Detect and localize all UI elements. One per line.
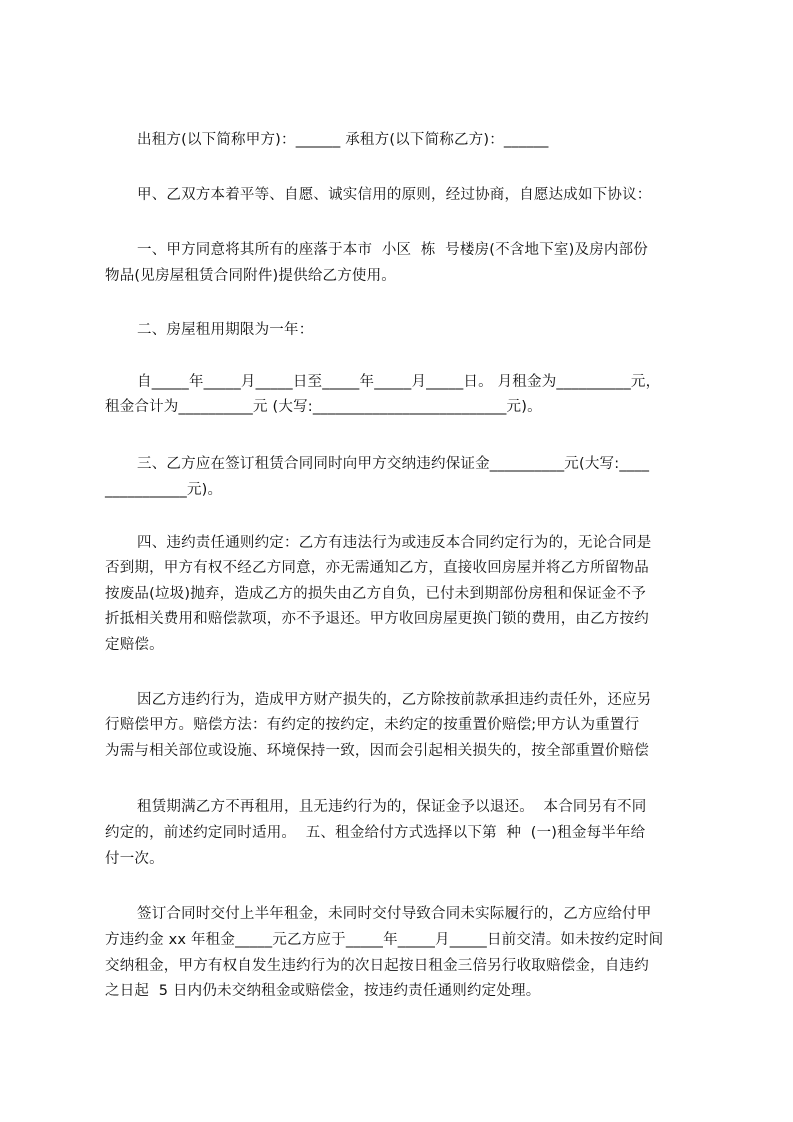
payment-line-4: 之日起 5 日内仍未交纳租金或赔偿金，按违约责任通则约定处理。	[105, 983, 541, 999]
clause-4-line-1: 四、违约责任通则约定：乙方有违法行为或违反本合同约定行为的，无论合同是	[137, 535, 652, 551]
clause-4-line-4: 折抵相关费用和赔偿款项，亦不予退还。甲方收回房屋更换门锁的费用，由乙方按约	[105, 611, 649, 627]
deposit-line-2: 约定的，前述约定同时适用。 五、租金给付方式选择以下第 种 (一)租金每半年给	[105, 825, 646, 841]
deposit-line-1: 租赁期满乙方不再租用，且无违约行为的，保证金予以退还。 本合同另有不同	[137, 799, 647, 815]
payment-line-1: 签订合同时交付上半年租金，未同时交付导致合同未实际履行的，乙方应给付甲	[137, 906, 652, 922]
term-line-2: 租金合计为__________元 (大写:__________________________元)。	[105, 399, 542, 415]
payment-line-2: 方违约金 xx 年租金_____元乙方应于_____年_____月_____日前交清。如未按约定时间	[105, 932, 664, 948]
payment-line-3: 交纳租金，甲方有权自发生违约行为的次日起按日租金三倍另行收取赔偿金，自违约	[105, 958, 649, 974]
clause-1-line-2: 物品(见房屋租赁合同附件)提供给乙方使用。	[105, 268, 397, 284]
clause-3-line-2: ___________元)。	[105, 482, 223, 498]
intro-paragraph: 甲、乙双方本着平等、自愿、诚实信用的原则，经过协商，自愿达成如下协议：	[137, 187, 652, 203]
damage-line-1: 因乙方违约行为，造成甲方财产损失的，乙方除按前款承担违约责任外，还应另	[137, 692, 652, 708]
parties-line: 出租方(以下简称甲方)：______ 承租方(以下简称乙方)：______	[137, 132, 549, 148]
clause-1-line-1: 一、甲方同意将其所有的座落于本市 小区 栋 号楼房(不含地下室)及房内部份	[137, 242, 648, 258]
term-line-1: 自_____年_____月_____日至_____年_____月_____日。 月租金为__________元，	[137, 374, 661, 390]
clause-3-line-1: 三、乙方应在签订租赁合同同时向甲方交纳违约保证金__________元(大写:____	[137, 456, 650, 472]
clause-4-line-3: 按废品(垃圾)抛弃，造成乙方的损失由乙方自负，已付未到期部份房租和保证金不予	[105, 586, 646, 602]
damage-line-2: 行赔偿甲方。赔偿方法：有约定的按约定，未约定的按重置价赔偿;甲方认为重置行	[105, 717, 640, 733]
clause-2-heading: 二、房屋租用期限为一年：	[137, 322, 314, 338]
clause-4-line-5: 定赔偿。	[105, 637, 164, 653]
clause-4-line-2: 否到期，甲方有权不经乙方同意，亦无需通知乙方，直接收回房屋并将乙方所留物品	[105, 560, 649, 576]
deposit-line-3: 付一次。	[105, 851, 164, 867]
damage-line-3: 为需与相关部位或设施、环境保持一致，因而会引起相关损失的，按全部重置价赔偿	[105, 743, 649, 759]
